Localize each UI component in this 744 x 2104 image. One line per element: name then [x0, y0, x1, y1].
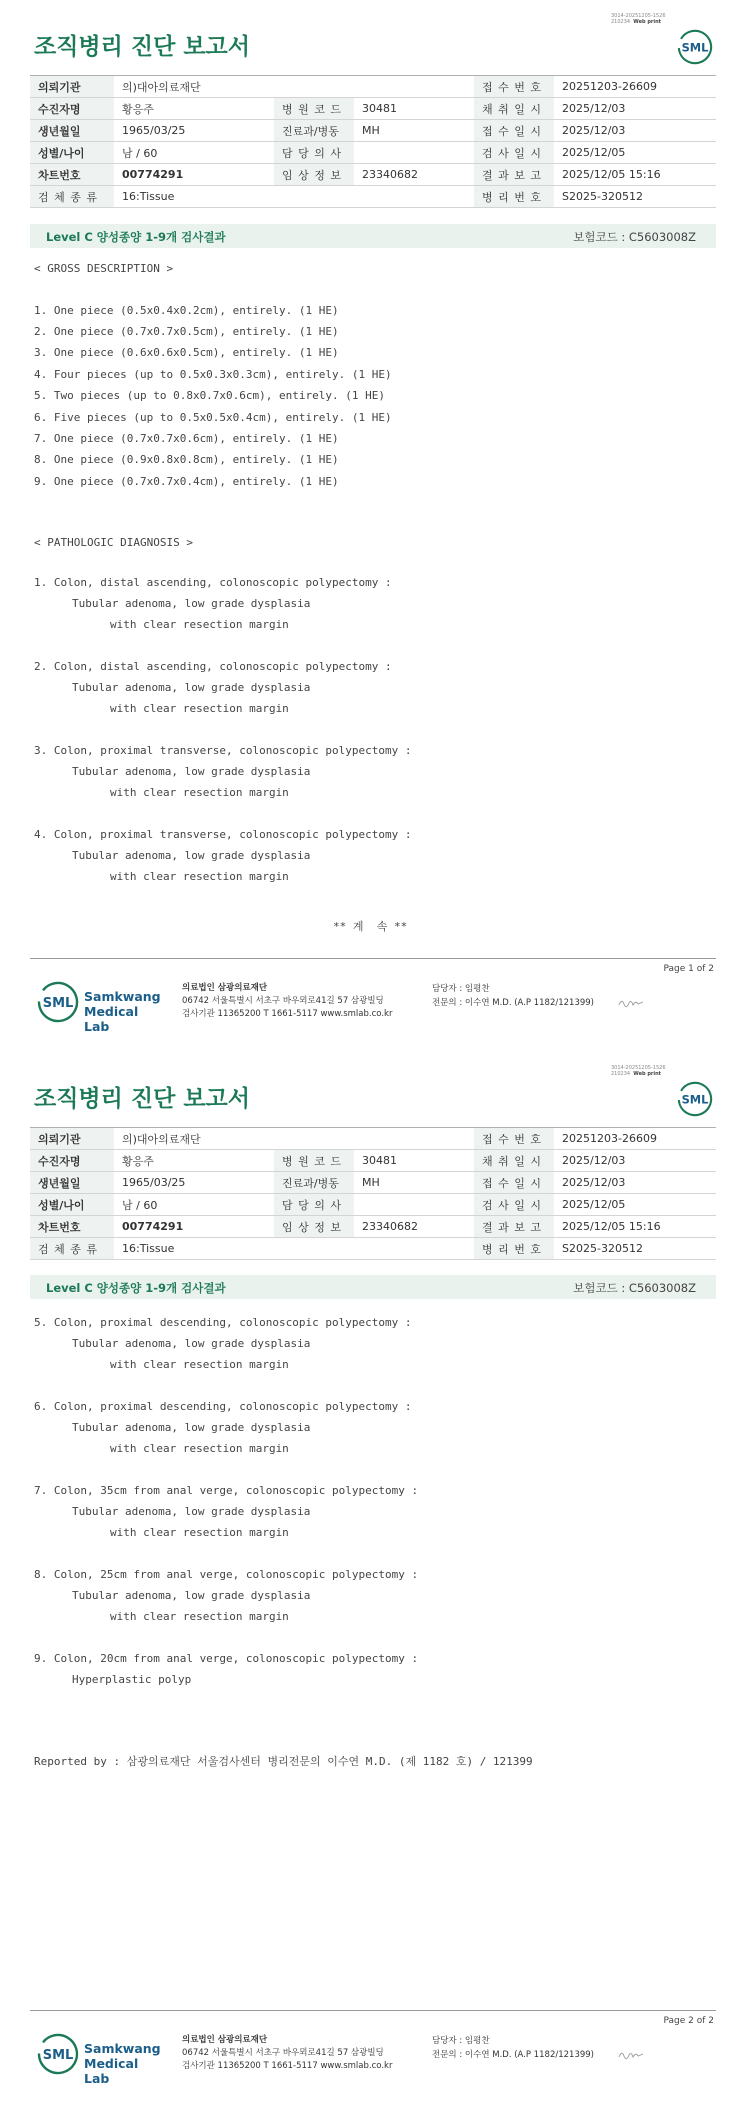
clinical-label: 임 상 정 보 [274, 1216, 354, 1238]
collect-date-value: 2025/12/03 [554, 98, 716, 120]
footer-logo-line2: Medical Lab [84, 1004, 139, 1034]
staff-line: 담당자 : 임평찬 [432, 984, 490, 994]
svg-text:SML: SML [42, 2048, 74, 2063]
collect-date-label: 채 취 일 시 [474, 1150, 554, 1172]
page-number: Page 2 of 2 [663, 2016, 714, 2026]
footer-staff [432, 2034, 594, 2062]
patient-value: 황응주 [114, 98, 274, 120]
clinical-label: 임 상 정 보 [274, 164, 354, 186]
footer-logo-line1: Samkwang [84, 2041, 161, 2056]
test-name-bar [30, 224, 716, 248]
org-name: 의료법인 삼광의료재단 [182, 983, 268, 993]
diagnosis-text: Hyperplastic polyp [72, 1673, 192, 1686]
test-name-bar [30, 1275, 716, 1299]
patient-info-table [30, 75, 716, 208]
org-contact: 검사기관 11365200 T 1661-5117 www.smlab.co.kr [182, 1009, 393, 1019]
receive-date-label: 접 수 일 시 [474, 1172, 554, 1194]
sex-age-value: 남 / 60 [114, 1194, 274, 1216]
dept-value: MH [354, 1172, 474, 1194]
pathology-no-label: 병 리 번 호 [474, 186, 554, 208]
receipt-no-value: 20251203-26609 [554, 76, 716, 98]
institution-value: 의)대아의료재단 [114, 1128, 474, 1150]
print-stamp: 3014-20251205-1526 210234 Web print [611, 1065, 666, 1077]
sex-age-label: 성별/나이 [30, 1194, 114, 1216]
result-label: 결 과 보 고 [474, 1216, 554, 1238]
diagnosis-margin: with clear resection margin [110, 702, 289, 715]
diagnosis-margin: with clear resection margin [110, 870, 289, 883]
institution-value: 의)대아의료재단 [114, 76, 474, 98]
pathology-no-value: S2025-320512 [554, 186, 716, 208]
doctor-label: 담 당 의 사 [274, 1194, 354, 1216]
patient-label: 수진자명 [30, 98, 114, 120]
footer-divider [30, 958, 716, 959]
specialist-line: 전문의 : 이수연 M.D. (A.P 1182/121399) [432, 998, 594, 1008]
svg-text:SML: SML [42, 996, 74, 1011]
sml-logo-icon [676, 1080, 714, 1118]
dob-label: 생년월일 [30, 120, 114, 142]
sml-logo-icon [36, 2032, 80, 2076]
chart-value: 00774291 [114, 164, 274, 186]
sml-logo-icon [36, 980, 80, 1024]
diagnosis-margin: with clear resection margin [110, 1442, 289, 1455]
svg-text:SML: SML [681, 1092, 709, 1107]
footer-logo-line1: Samkwang [84, 989, 161, 1004]
pathology-no-value: S2025-320512 [554, 1238, 716, 1260]
gross-item: 6. Five pieces (up to 0.5x0.5x0.4cm), entirely. (1 HE) [34, 411, 392, 424]
specimen-label: 검 체 종 류 [30, 186, 114, 208]
svg-text:SML: SML [681, 40, 709, 55]
diagnosis-site: 6. Colon, proximal descending, colonoscopic polypectomy : [34, 1400, 412, 1413]
diagnosis-margin: with clear resection margin [110, 618, 289, 631]
gross-heading: < GROSS DESCRIPTION > [34, 262, 174, 275]
footer-org [182, 2034, 392, 2073]
footer-divider [30, 2010, 716, 2011]
diagnosis-text: Tubular adenoma, low grade dysplasia [72, 681, 311, 694]
staff-line: 담당자 : 임평찬 [432, 2036, 490, 2046]
footer-logo-line2: Medical Lab [84, 2056, 139, 2086]
insurance-code: 보험코드 : C5603008Z [573, 230, 696, 244]
diagnosis-margin: with clear resection margin [110, 1526, 289, 1539]
diagnosis-site: 3. Colon, proximal transverse, colonoscopic polypectomy : [34, 744, 412, 757]
diagnosis-margin: with clear resection margin [110, 786, 289, 799]
signature-icon [618, 2048, 644, 2062]
diagnosis-text: Tubular adenoma, low grade dysplasia [72, 1421, 311, 1434]
diagnosis-site: 8. Colon, 25cm from anal verge, colonoscopic polypectomy : [34, 1568, 419, 1581]
diagnosis-text: Tubular adenoma, low grade dysplasia [72, 849, 311, 862]
diagnosis-heading: < PATHOLOGIC DIAGNOSIS > [34, 536, 193, 549]
exam-date-label: 검 사 일 시 [474, 142, 554, 164]
pathology-no-label: 병 리 번 호 [474, 1238, 554, 1260]
hospital-code-label: 병 원 코 드 [274, 1150, 354, 1172]
gross-item: 2. One piece (0.7x0.7x0.5cm), entirely. (1 HE) [34, 325, 339, 338]
sex-age-value: 남 / 60 [114, 142, 274, 164]
diagnosis-text: Tubular adenoma, low grade dysplasia [72, 597, 311, 610]
hospital-code-value: 30481 [354, 1150, 474, 1172]
result-value: 2025/12/05 15:16 [554, 164, 716, 186]
result-value: 2025/12/05 15:16 [554, 1216, 716, 1238]
clinical-value: 23340682 [354, 1216, 474, 1238]
footer-logo [36, 2032, 161, 2086]
hospital-code-label: 병 원 코 드 [274, 98, 354, 120]
chart-label: 차트번호 [30, 1216, 114, 1238]
doctor-value [354, 1194, 474, 1216]
diagnosis-site: 1. Colon, distal ascending, colonoscopic polypectomy : [34, 576, 392, 589]
result-label: 결 과 보 고 [474, 164, 554, 186]
dept-value: MH [354, 120, 474, 142]
collect-date-label: 채 취 일 시 [474, 98, 554, 120]
gross-item: 8. One piece (0.9x0.8x0.8cm), entirely. (1 HE) [34, 453, 339, 466]
org-contact: 검사기관 11365200 T 1661-5117 www.smlab.co.kr [182, 2061, 393, 2071]
receipt-no-label: 접 수 번 호 [474, 1128, 554, 1150]
doctor-label: 담 당 의 사 [274, 142, 354, 164]
patient-info-table [30, 1127, 716, 1260]
specimen-value: 16:Tissue [114, 1238, 474, 1260]
institution-label: 의뢰기관 [30, 1128, 114, 1150]
chart-label: 차트번호 [30, 164, 114, 186]
receive-date-value: 2025/12/03 [554, 120, 716, 142]
dob-value: 1965/03/25 [114, 120, 274, 142]
receive-date-label: 접 수 일 시 [474, 120, 554, 142]
diagnosis-site: 2. Colon, distal ascending, colonoscopic polypectomy : [34, 660, 392, 673]
receive-date-value: 2025/12/03 [554, 1172, 716, 1194]
exam-date-value: 2025/12/05 [554, 142, 716, 164]
patient-label: 수진자명 [30, 1150, 114, 1172]
footer-logo [36, 980, 161, 1034]
continued-marker: ** 계 속 ** [333, 920, 408, 933]
org-address: 06742 서울특별시 서초구 바우뫼로41길 57 삼광빌딩 [182, 2048, 384, 2058]
gross-item: 1. One piece (0.5x0.4x0.2cm), entirely. (1 HE) [34, 304, 339, 317]
gross-item: 3. One piece (0.6x0.6x0.5cm), entirely. (1 HE) [34, 346, 339, 359]
receipt-no-value: 20251203-26609 [554, 1128, 716, 1150]
org-address: 06742 서울특별시 서초구 바우뫼로41길 57 삼광빌딩 [182, 996, 384, 1006]
dept-label: 진료과/병동 [274, 120, 354, 142]
patient-value: 황응주 [114, 1150, 274, 1172]
collect-date-value: 2025/12/03 [554, 1150, 716, 1172]
diagnosis-text: Tubular adenoma, low grade dysplasia [72, 1337, 311, 1350]
specialist-line: 전문의 : 이수연 M.D. (A.P 1182/121399) [432, 2050, 594, 2060]
specimen-value: 16:Tissue [114, 186, 474, 208]
diagnosis-margin: with clear resection margin [110, 1358, 289, 1371]
print-stamp: 3014-20251205-1526 210234 Web print [611, 13, 666, 25]
org-name: 의료법인 삼광의료재단 [182, 2035, 268, 2045]
exam-date-label: 검 사 일 시 [474, 1194, 554, 1216]
gross-item: 5. Two pieces (up to 0.8x0.7x0.6cm), entirely. (1 HE) [34, 389, 385, 402]
footer-org [182, 982, 392, 1021]
diagnosis-site: 4. Colon, proximal transverse, colonoscopic polypectomy : [34, 828, 412, 841]
diagnosis-text: Tubular adenoma, low grade dysplasia [72, 1589, 311, 1602]
dob-value: 1965/03/25 [114, 1172, 274, 1194]
page-number: Page 1 of 2 [663, 964, 714, 974]
hospital-code-value: 30481 [354, 98, 474, 120]
report-title: 조직병리 진단 보고서 [34, 34, 250, 60]
receipt-no-label: 접 수 번 호 [474, 76, 554, 98]
dob-label: 생년월일 [30, 1172, 114, 1194]
insurance-code: 보험코드 : C5603008Z [573, 1281, 696, 1295]
sex-age-label: 성별/나이 [30, 142, 114, 164]
diagnosis-site: 7. Colon, 35cm from anal verge, colonoscopic polypectomy : [34, 1484, 419, 1497]
report-page-2 [0, 1052, 744, 2104]
diagnosis-margin: with clear resection margin [110, 1610, 289, 1623]
test-name: Level C 양성종양 1-9개 검사결과 [46, 1281, 226, 1295]
test-name: Level C 양성종양 1-9개 검사결과 [46, 230, 226, 244]
report-title: 조직병리 진단 보고서 [34, 1086, 250, 1112]
sml-logo-icon [676, 28, 714, 66]
gross-item: 7. One piece (0.7x0.7x0.6cm), entirely. (1 HE) [34, 432, 339, 445]
diagnosis-site: 9. Colon, 20cm from anal verge, colonoscopic polypectomy : [34, 1652, 419, 1665]
reported-by: Reported by : 삼광의료재단 서울검사센터 병리전문의 이수연 M.D. (제 1182 호) / 121399 [34, 1755, 533, 1768]
exam-date-value: 2025/12/05 [554, 1194, 716, 1216]
signature-icon [618, 996, 644, 1010]
chart-value: 00774291 [114, 1216, 274, 1238]
footer-staff [432, 982, 594, 1010]
clinical-value: 23340682 [354, 164, 474, 186]
diagnosis-text: Tubular adenoma, low grade dysplasia [72, 765, 311, 778]
doctor-value [354, 142, 474, 164]
dept-label: 진료과/병동 [274, 1172, 354, 1194]
diagnosis-text: Tubular adenoma, low grade dysplasia [72, 1505, 311, 1518]
institution-label: 의뢰기관 [30, 76, 114, 98]
gross-item: 9. One piece (0.7x0.7x0.4cm), entirely. (1 HE) [34, 475, 339, 488]
diagnosis-site: 5. Colon, proximal descending, colonoscopic polypectomy : [34, 1316, 412, 1329]
specimen-label: 검 체 종 류 [30, 1238, 114, 1260]
gross-item: 4. Four pieces (up to 0.5x0.3x0.3cm), entirely. (1 HE) [34, 368, 392, 381]
